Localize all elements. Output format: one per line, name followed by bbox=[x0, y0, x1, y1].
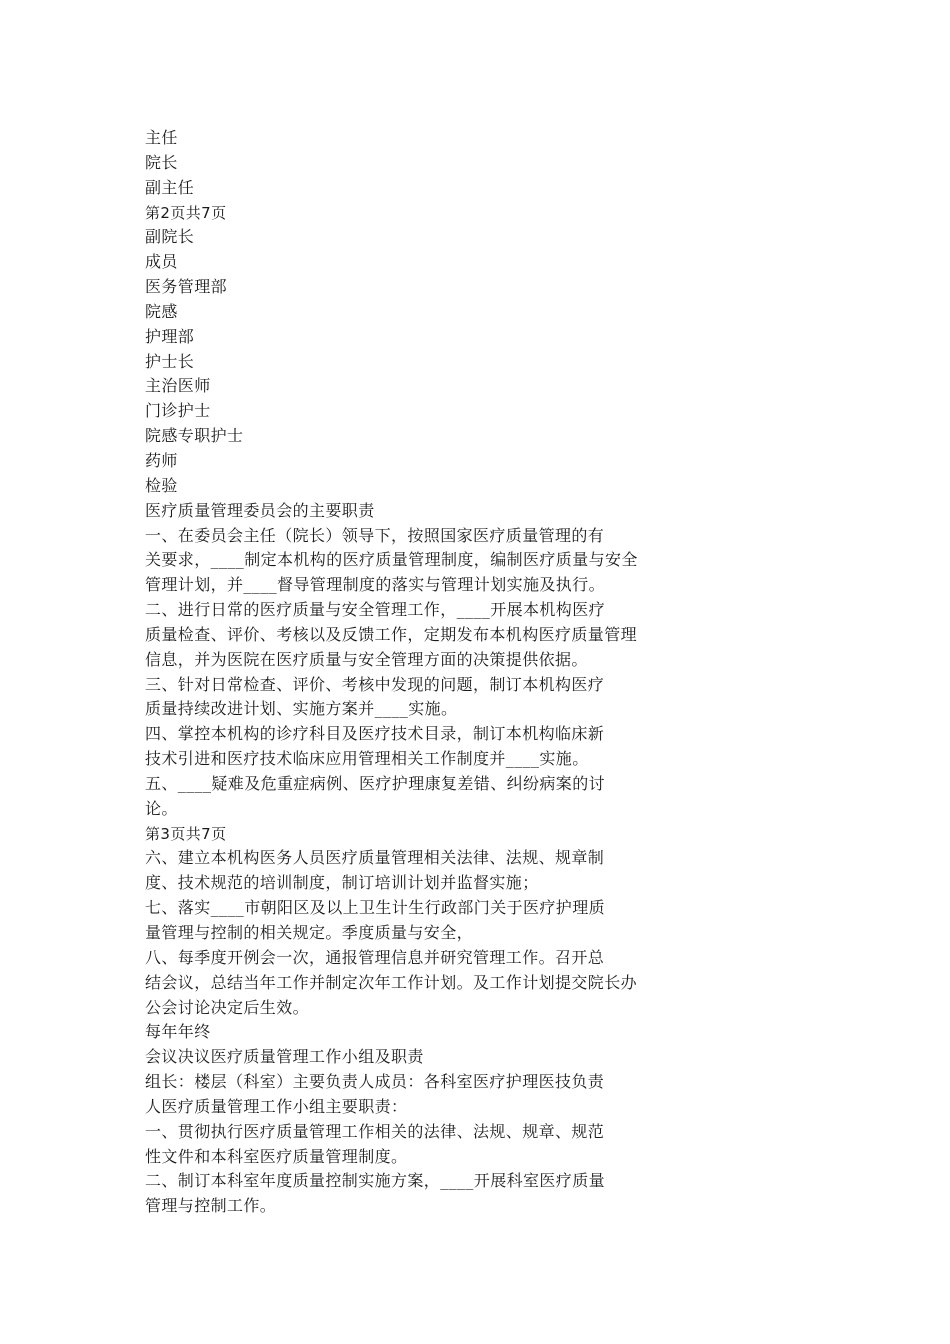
text-line: 主治医师 bbox=[145, 376, 211, 396]
text-line: 七、落实____市朝阳区及以上卫生计生行政部门关于医疗护理质 bbox=[145, 898, 606, 918]
text-line: 组长：楼层（科室）主要负责人成员：各科室医疗护理医技负责 bbox=[145, 1072, 605, 1092]
text-line: 二、制订本科室年度质量控制实施方案，____开展科室医疗质量 bbox=[145, 1171, 606, 1191]
text-line: 二、进行日常的医疗质量与安全管理工作，____开展本机构医疗 bbox=[145, 600, 606, 620]
text-line: 主任 bbox=[145, 128, 178, 147]
text-line: 检验 bbox=[145, 475, 178, 495]
text-line: 六、建立本机构医务人员医疗质量管理相关法律、法规、规章制 bbox=[145, 848, 605, 868]
text-line: 护士长 bbox=[145, 351, 195, 371]
text-line: 结会议，总结当年工作并制定次年工作计划。及工作计划提交院长办 bbox=[145, 972, 638, 992]
text-line: 医务管理部 bbox=[145, 277, 228, 297]
text-line: 关要求，____制定本机构的医疗质量管理制度，编制医疗质量与安全 bbox=[145, 550, 638, 570]
text-line: 管理与控制工作。 bbox=[145, 1196, 277, 1216]
text-line: 人医疗质量管理工作小组主要职责： bbox=[145, 1096, 408, 1116]
section-heading: 医疗质量管理委员会的主要职责 bbox=[145, 500, 375, 520]
section-heading: 会议决议医疗质量管理工作小组及职责 bbox=[145, 1047, 424, 1067]
text-line: 度、技术规范的培训制度，制订培训计划并监督实施； bbox=[145, 873, 539, 893]
text-line: 量管理与控制的相关规定。季度质量与安全， bbox=[145, 923, 474, 942]
text-line: 质量检查、评价、考核以及反馈工作，定期发布本机构医疗质量管理 bbox=[145, 624, 638, 644]
text-line: 五、____疑难及危重症病例、医疗护理康复差错、纠纷病案的讨 bbox=[145, 773, 606, 793]
text-line: 一、贯彻执行医疗质量管理工作相关的法律、法规、规章、规范 bbox=[145, 1121, 605, 1141]
text-line: 信息，并为医院在医疗质量与安全管理方面的决策提供依据。 bbox=[145, 649, 588, 669]
text-line: 每年年终 bbox=[145, 1022, 211, 1042]
text-line: 公会讨论决定后生效。 bbox=[145, 997, 310, 1017]
text-line: 院长 bbox=[145, 152, 178, 172]
text-line: 副院长 bbox=[145, 227, 195, 247]
text-line: 八、每季度开例会一次，通报管理信息并研究管理工作。召开总 bbox=[145, 947, 605, 967]
text-line: 院感专职护士 bbox=[145, 426, 244, 446]
text-line: 性文件和本科室医疗质量管理制度。 bbox=[145, 1146, 408, 1166]
page-number: 第3页共7页 bbox=[145, 824, 227, 843]
text-line: 门诊护士 bbox=[145, 401, 211, 421]
text-line: 一、在委员会主任（院长）领导下，按照国家医疗质量管理的有 bbox=[145, 525, 605, 545]
text-line: 护理部 bbox=[145, 326, 195, 346]
text-line: 四、掌控本机构的诊疗科目及医疗技术目录，制订本机构临床新 bbox=[145, 724, 605, 744]
text-line: 质量持续改进计划、实施方案并____实施。 bbox=[145, 699, 458, 719]
text-line: 药师 bbox=[145, 450, 178, 470]
text-line: 院感 bbox=[145, 301, 178, 321]
text-line: 成员 bbox=[145, 252, 178, 272]
text-line: 论。 bbox=[145, 798, 178, 818]
text-line: 副主任 bbox=[145, 177, 195, 197]
text-line: 管理计划，并____督导管理制度的落实与管理计划实施及执行。 bbox=[145, 575, 606, 595]
document-body bbox=[145, 126, 665, 1219]
page-number: 第2页共7页 bbox=[145, 203, 227, 222]
text-line: 三、针对日常检查、评价、考核中发现的问题，制订本机构医疗 bbox=[145, 674, 605, 694]
text-line: 技术引进和医疗技术临床应用管理相关工作制度并____实施。 bbox=[145, 749, 589, 769]
